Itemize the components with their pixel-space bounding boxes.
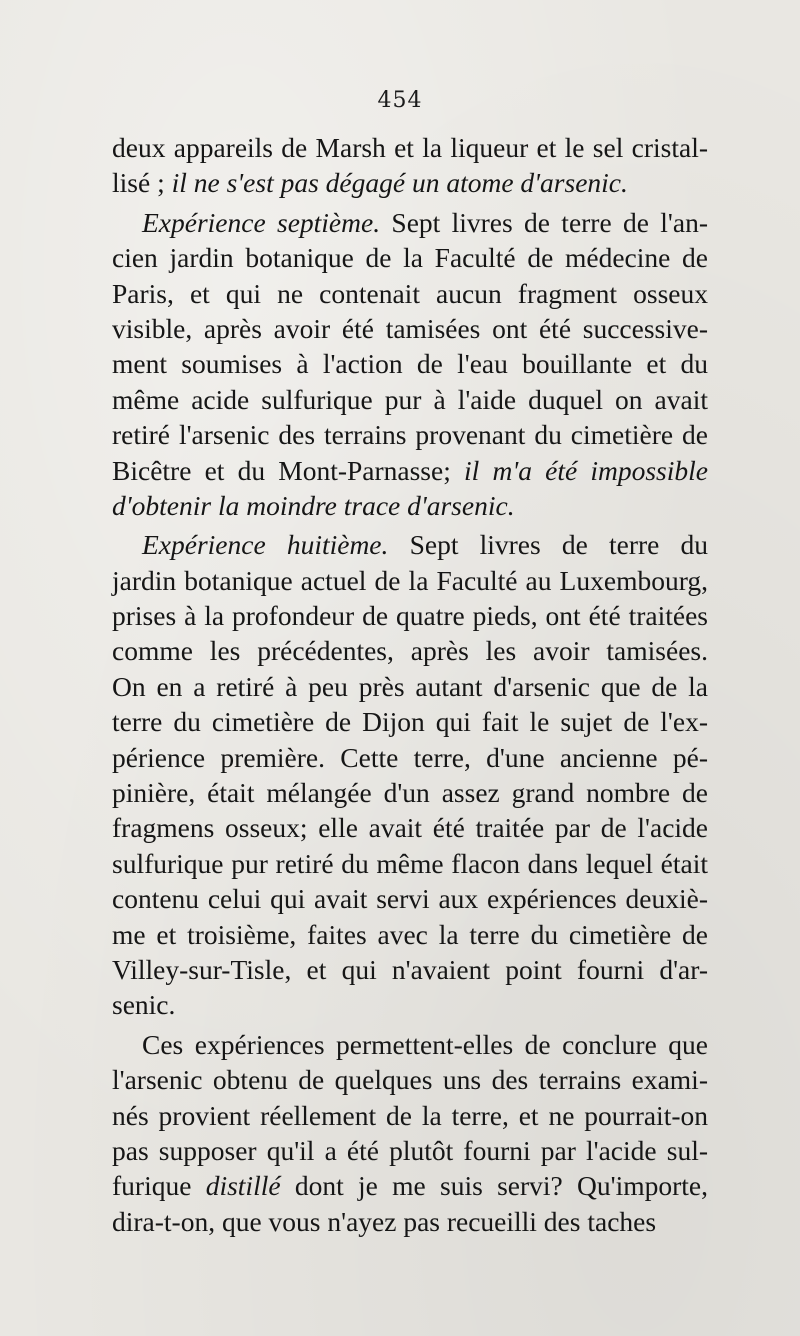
text-run: senic. bbox=[112, 989, 176, 1021]
text-line bbox=[112, 1168, 708, 1203]
text-line bbox=[112, 775, 708, 810]
text-run: cien jardin botanique de la Faculté de médecine de bbox=[112, 242, 708, 274]
text-run: deux appareils de Marsh et la liqueur et le sel cristal- bbox=[112, 132, 708, 163]
text-line bbox=[112, 1133, 708, 1168]
text-line bbox=[112, 917, 708, 952]
text-line bbox=[112, 1204, 708, 1239]
text-line bbox=[112, 740, 708, 775]
text-line bbox=[112, 1062, 708, 1097]
text-run: me et troisième, faites avec la terre du cimetière de bbox=[112, 918, 708, 950]
text-line bbox=[112, 240, 708, 275]
text-line bbox=[112, 205, 708, 240]
text-run: sulfurique pur retiré du même flacon dans lequel était bbox=[112, 847, 708, 879]
text-run: contenu celui qui avait servi aux expériences deuxiè- bbox=[112, 883, 708, 915]
text-line bbox=[112, 704, 708, 739]
text-run: pinière, était mélangée d'un assez grand nombre de bbox=[112, 777, 708, 809]
text-line bbox=[112, 346, 708, 381]
italic-text: Expérience huitième. bbox=[142, 529, 389, 561]
text-run: nés provient réellement de la terre, et ne pourrait-on bbox=[112, 1099, 708, 1131]
text-line bbox=[112, 382, 708, 417]
text-line bbox=[112, 563, 708, 598]
text-run: lisé ; bbox=[112, 167, 172, 199]
italic-text: distillé bbox=[205, 1170, 281, 1202]
text-run: périence première. Cette terre, d'une ancienne pé- bbox=[112, 741, 708, 773]
text-line bbox=[112, 669, 708, 704]
text-run: pas supposer qu'il a été plutôt fourni par l'acide sul- bbox=[112, 1134, 708, 1166]
text-run: jardin botanique actuel de la Faculté au Luxembourg, bbox=[112, 564, 708, 596]
text-line bbox=[112, 1027, 708, 1062]
text-run: terre du cimetière de Dijon qui fait le sujet de l'ex- bbox=[112, 706, 708, 738]
text-line bbox=[112, 130, 708, 165]
text-run: furique bbox=[112, 1170, 206, 1202]
body-text bbox=[112, 130, 708, 1239]
text-line bbox=[112, 598, 708, 633]
text-line bbox=[112, 453, 708, 488]
text-line bbox=[112, 846, 708, 881]
text-run: fragmens osseux; elle avait été traitée par de l'acide bbox=[112, 812, 708, 844]
paragraph bbox=[112, 130, 708, 201]
text-run: Bicêtre et du Mont-Parnasse; bbox=[112, 454, 465, 486]
text-run: visible, après avoir été tamisées ont été successive- bbox=[112, 312, 708, 344]
page-number: 454 bbox=[377, 88, 423, 113]
text-run: ment soumises à l'action de l'eau bouillante et du bbox=[112, 348, 708, 380]
text-run: On en a retiré à peu près autant d'arsenic que de la bbox=[112, 670, 708, 702]
text-line bbox=[112, 810, 708, 845]
text-run: prises à la profondeur de quatre pieds, ont été traitées bbox=[112, 600, 708, 632]
text-line bbox=[112, 311, 708, 346]
text-line bbox=[112, 527, 708, 562]
text-run: dont je me suis servi? Qu'importe, bbox=[280, 1170, 709, 1202]
italic-text: d'obtenir la moindre trace d'arsenic. bbox=[112, 489, 515, 521]
text-line bbox=[112, 276, 708, 311]
text-line bbox=[112, 881, 708, 916]
text-run: retiré l'arsenic des terrains provenant du cimetière de bbox=[112, 419, 708, 451]
italic-text: il ne s'est pas dégagé un atome d'arsenic. bbox=[171, 167, 628, 199]
paragraph bbox=[112, 205, 708, 524]
text-line bbox=[112, 987, 708, 1022]
text-run: Ces expériences permettent-elles de conclure que bbox=[142, 1028, 708, 1060]
text-line bbox=[112, 952, 708, 987]
text-line bbox=[112, 488, 708, 523]
text-line bbox=[112, 417, 708, 452]
italic-text: il m'a été impossible bbox=[464, 454, 708, 486]
text-run: l'arsenic obtenu de quelques uns des terrains exami- bbox=[112, 1064, 708, 1096]
text-run: Villey-sur-Tisle, et qui n'avaient point fourni d'ar- bbox=[112, 953, 708, 985]
text-run: Sept livres de terre du bbox=[388, 529, 708, 561]
text-line bbox=[112, 165, 708, 200]
paragraph bbox=[112, 527, 708, 1022]
paragraph bbox=[112, 1027, 708, 1239]
text-line bbox=[112, 1098, 708, 1133]
text-run: même acide sulfurique pur à l'aide duquel on avait bbox=[112, 383, 708, 415]
text-run: Paris, et qui ne contenait aucun fragment osseux bbox=[112, 277, 708, 309]
text-line bbox=[112, 633, 708, 668]
text-run: dira-t-on, que vous n'ayez pas recueilli des taches bbox=[112, 1205, 657, 1237]
italic-text: Expérience septième. bbox=[142, 206, 381, 238]
text-run: Sept livres de terre de l'an- bbox=[380, 206, 708, 238]
text-run: comme les précédentes, après les avoir tamisées. bbox=[112, 635, 708, 667]
